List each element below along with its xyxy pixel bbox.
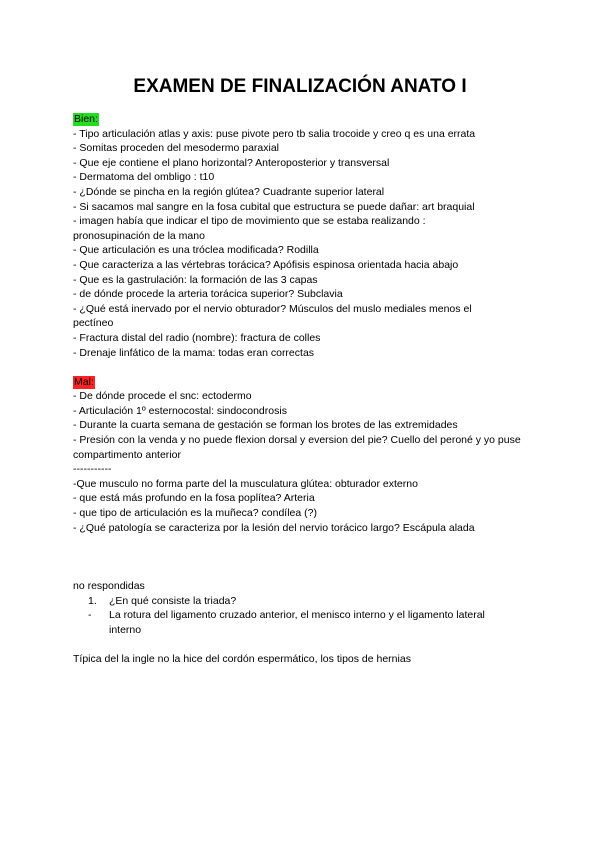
separator: ----------- — [73, 463, 112, 476]
bien-label: Bien: — [74, 113, 98, 125]
list-item: - Que es la gastrulación: la formación de las 3 capas — [73, 273, 318, 286]
list-item: - Que articulación es una tróclea modificada? Rodilla — [73, 244, 319, 257]
list-number: 1. — [88, 594, 97, 607]
answer-item — [88, 608, 513, 637]
list-item: - ¿Qué patología se caracteriza por la lesión del nervio torácico largo? Escápula alada — [73, 521, 475, 534]
spacer — [73, 637, 513, 652]
list-item: -Que musculo no forma parte del la musculatura glútea: obturador externo — [73, 477, 418, 490]
spacer — [73, 550, 513, 565]
list-item: - que está más profundo en la fosa poplítea? Arteria — [73, 492, 315, 505]
list-item: - Si sacamos mal sangre en la fosa cubital que estructura se puede dañar: art braquial — [73, 200, 475, 213]
spacer — [73, 360, 513, 375]
list-item: - Durante la cuarta semana de gestación se forman los brotes de las extremidades — [73, 419, 458, 432]
list-item: - Fractura distal del radio (nombre): fractura de colles — [73, 331, 321, 344]
spacer — [73, 564, 513, 579]
list-item: - de dónde procede la arteria torácica superior? Subclavia — [73, 288, 343, 301]
no-respondidas-label: no respondidas — [73, 580, 145, 592]
list-item: - ¿Qué está inervado por el nervio obturador? Músculos del muslo mediales menos el pectíneo — [73, 302, 472, 330]
question-text: ¿En qué consiste la triada? — [109, 594, 237, 607]
mal-list — [73, 389, 521, 535]
list-item: - Que eje contiene el plano horizontal? Anteroposterior y transversal — [73, 156, 390, 169]
numbered-item — [88, 594, 513, 609]
list-item: - ¿Dónde se pincha en la región glútea? Cuadrante superior lateral — [73, 185, 385, 198]
list-item: - Somitas proceden del mesodermo paraxial — [73, 142, 280, 155]
list-item: - Drenaje linfático de la mama: todas eran correctas — [73, 346, 315, 359]
no-respondidas-list — [73, 594, 513, 638]
mal-label: Mal: — [74, 375, 94, 388]
mal-label-line — [73, 375, 513, 390]
list-item: - Tipo articulación atlas y axis: puse pivote pero tb salia trocoide y creo q es una errata — [73, 127, 476, 140]
answer-text: La rotura del ligamento cruzado anterior, el menisco interno y el ligamento lateral interno — [109, 609, 485, 636]
list-item: - De dónde procede el snc: ectodermo — [73, 390, 252, 403]
list-item: - Dermatoma del ombligo : t10 — [73, 171, 215, 184]
bien-list — [73, 127, 513, 361]
page-title: EXAMEN DE FINALIZACIÓN ANATO I — [133, 76, 467, 97]
footer-note: Típica del la ingle no la hice del cordón espermático, los tipos de hernias — [73, 652, 411, 665]
bien-label-line — [73, 112, 513, 127]
list-dash: - — [88, 609, 92, 622]
list-item: - Presión con la venda y no puede flexion dorsal y eversion del pie? Cuello del peroné y yo puse compartimento anterior — [73, 434, 521, 461]
document-body — [73, 112, 521, 667]
list-item: - Articulación 1º esternocostal: sindocondrosis — [73, 404, 287, 417]
list-item: - imagen había que indicar el tipo de movimiento que se estaba realizando : pronosupinación de la mano — [73, 215, 426, 242]
list-item: - Que caracteriza a las vértebras torácica? Apófisis espinosa orientada hacia abajo — [73, 258, 459, 271]
spacer — [73, 535, 513, 550]
list-item: - que tipo de articulación es la muñeca? condílea (?) — [73, 507, 317, 520]
